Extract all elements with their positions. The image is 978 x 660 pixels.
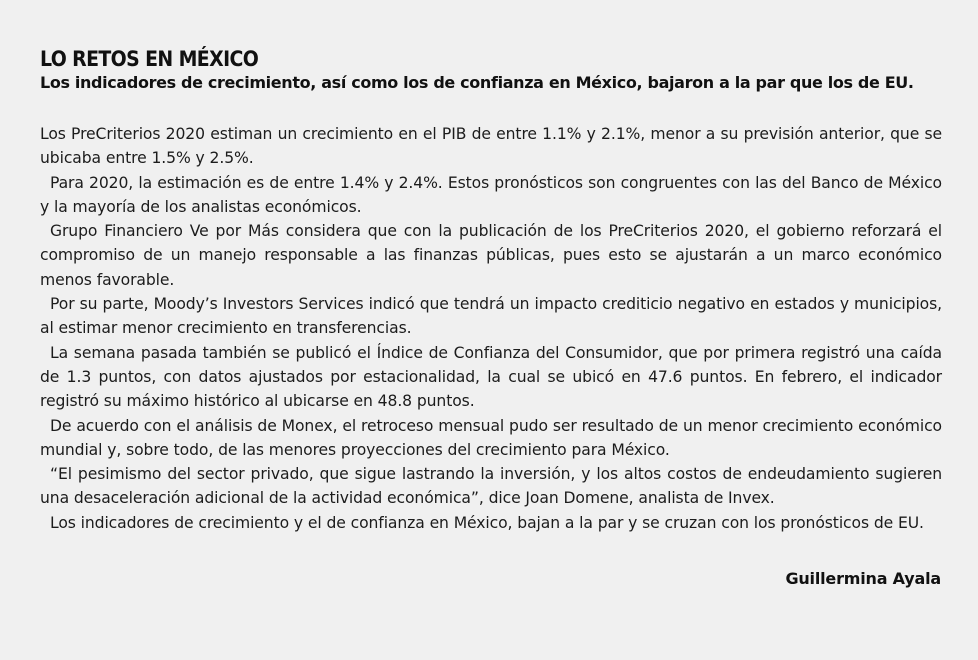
article-body: [40, 122, 942, 535]
deck-subtitle: Los indicadores de crecimiento, así como los de confianza en México, bajaron a la par que los de EU.: [40, 73, 914, 92]
paragraph: La semana pasada también se publicó el Índice de Confianza del Consumidor, que por primera registró una caída de 1.3 puntos, con datos ajustados por estacionalidad, la cual se ubicó en 47.6 puntos. En febrero, el indicador registró su máximo histórico al ubicarse en 48.8 puntos.: [40, 343, 942, 411]
byline-author: Guillermina Ayala: [785, 569, 941, 588]
headline: LO RETOS EN MÉXICO: [40, 47, 259, 71]
paragraph: Grupo Financiero Ve por Más considera que con la publicación de los PreCriterios 2020, el gobierno reforzará el compromiso de un manejo responsable a las finanzas públicas, pues esto se ajustarán a un marco económico menos favorable.: [40, 222, 942, 289]
paragraph: Para 2020, la estimación es de entre 1.4% y 2.4%. Estos pronósticos son congruentes con las del Banco de México y la mayoría de los analistas económicos.: [40, 173, 942, 216]
paragraph: Los indicadores de crecimiento y el de confianza en México, bajan a la par y se cruzan con los pronósticos de EU.: [50, 513, 924, 532]
paragraph: De acuerdo con el análisis de Monex, el retroceso mensual pudo ser resultado de un menor crecimiento económico mundial y, sobre todo, de las menores proyecciones del crecimiento para México.: [40, 416, 942, 459]
paragraph: Por su parte, Moody’s Investors Services indicó que tendrá un impacto crediticio negativo en estados y municipios, al estimar menor crecimiento en transferencias.: [40, 295, 942, 338]
paragraph: “El pesimismo del sector privado, que sigue lastrando la inversión, y los altos costos de endeudamiento sugieren una desaceleración adicional de la actividad económica”, dice Joan Domene, analista de Invex.: [40, 465, 942, 508]
paragraph: Los PreCriterios 2020 estiman un crecimiento en el PIB de entre 1.1% y 2.1%, menor a su previsión anterior, que se ubicaba entre 1.5% y 2.5%.: [40, 125, 942, 168]
